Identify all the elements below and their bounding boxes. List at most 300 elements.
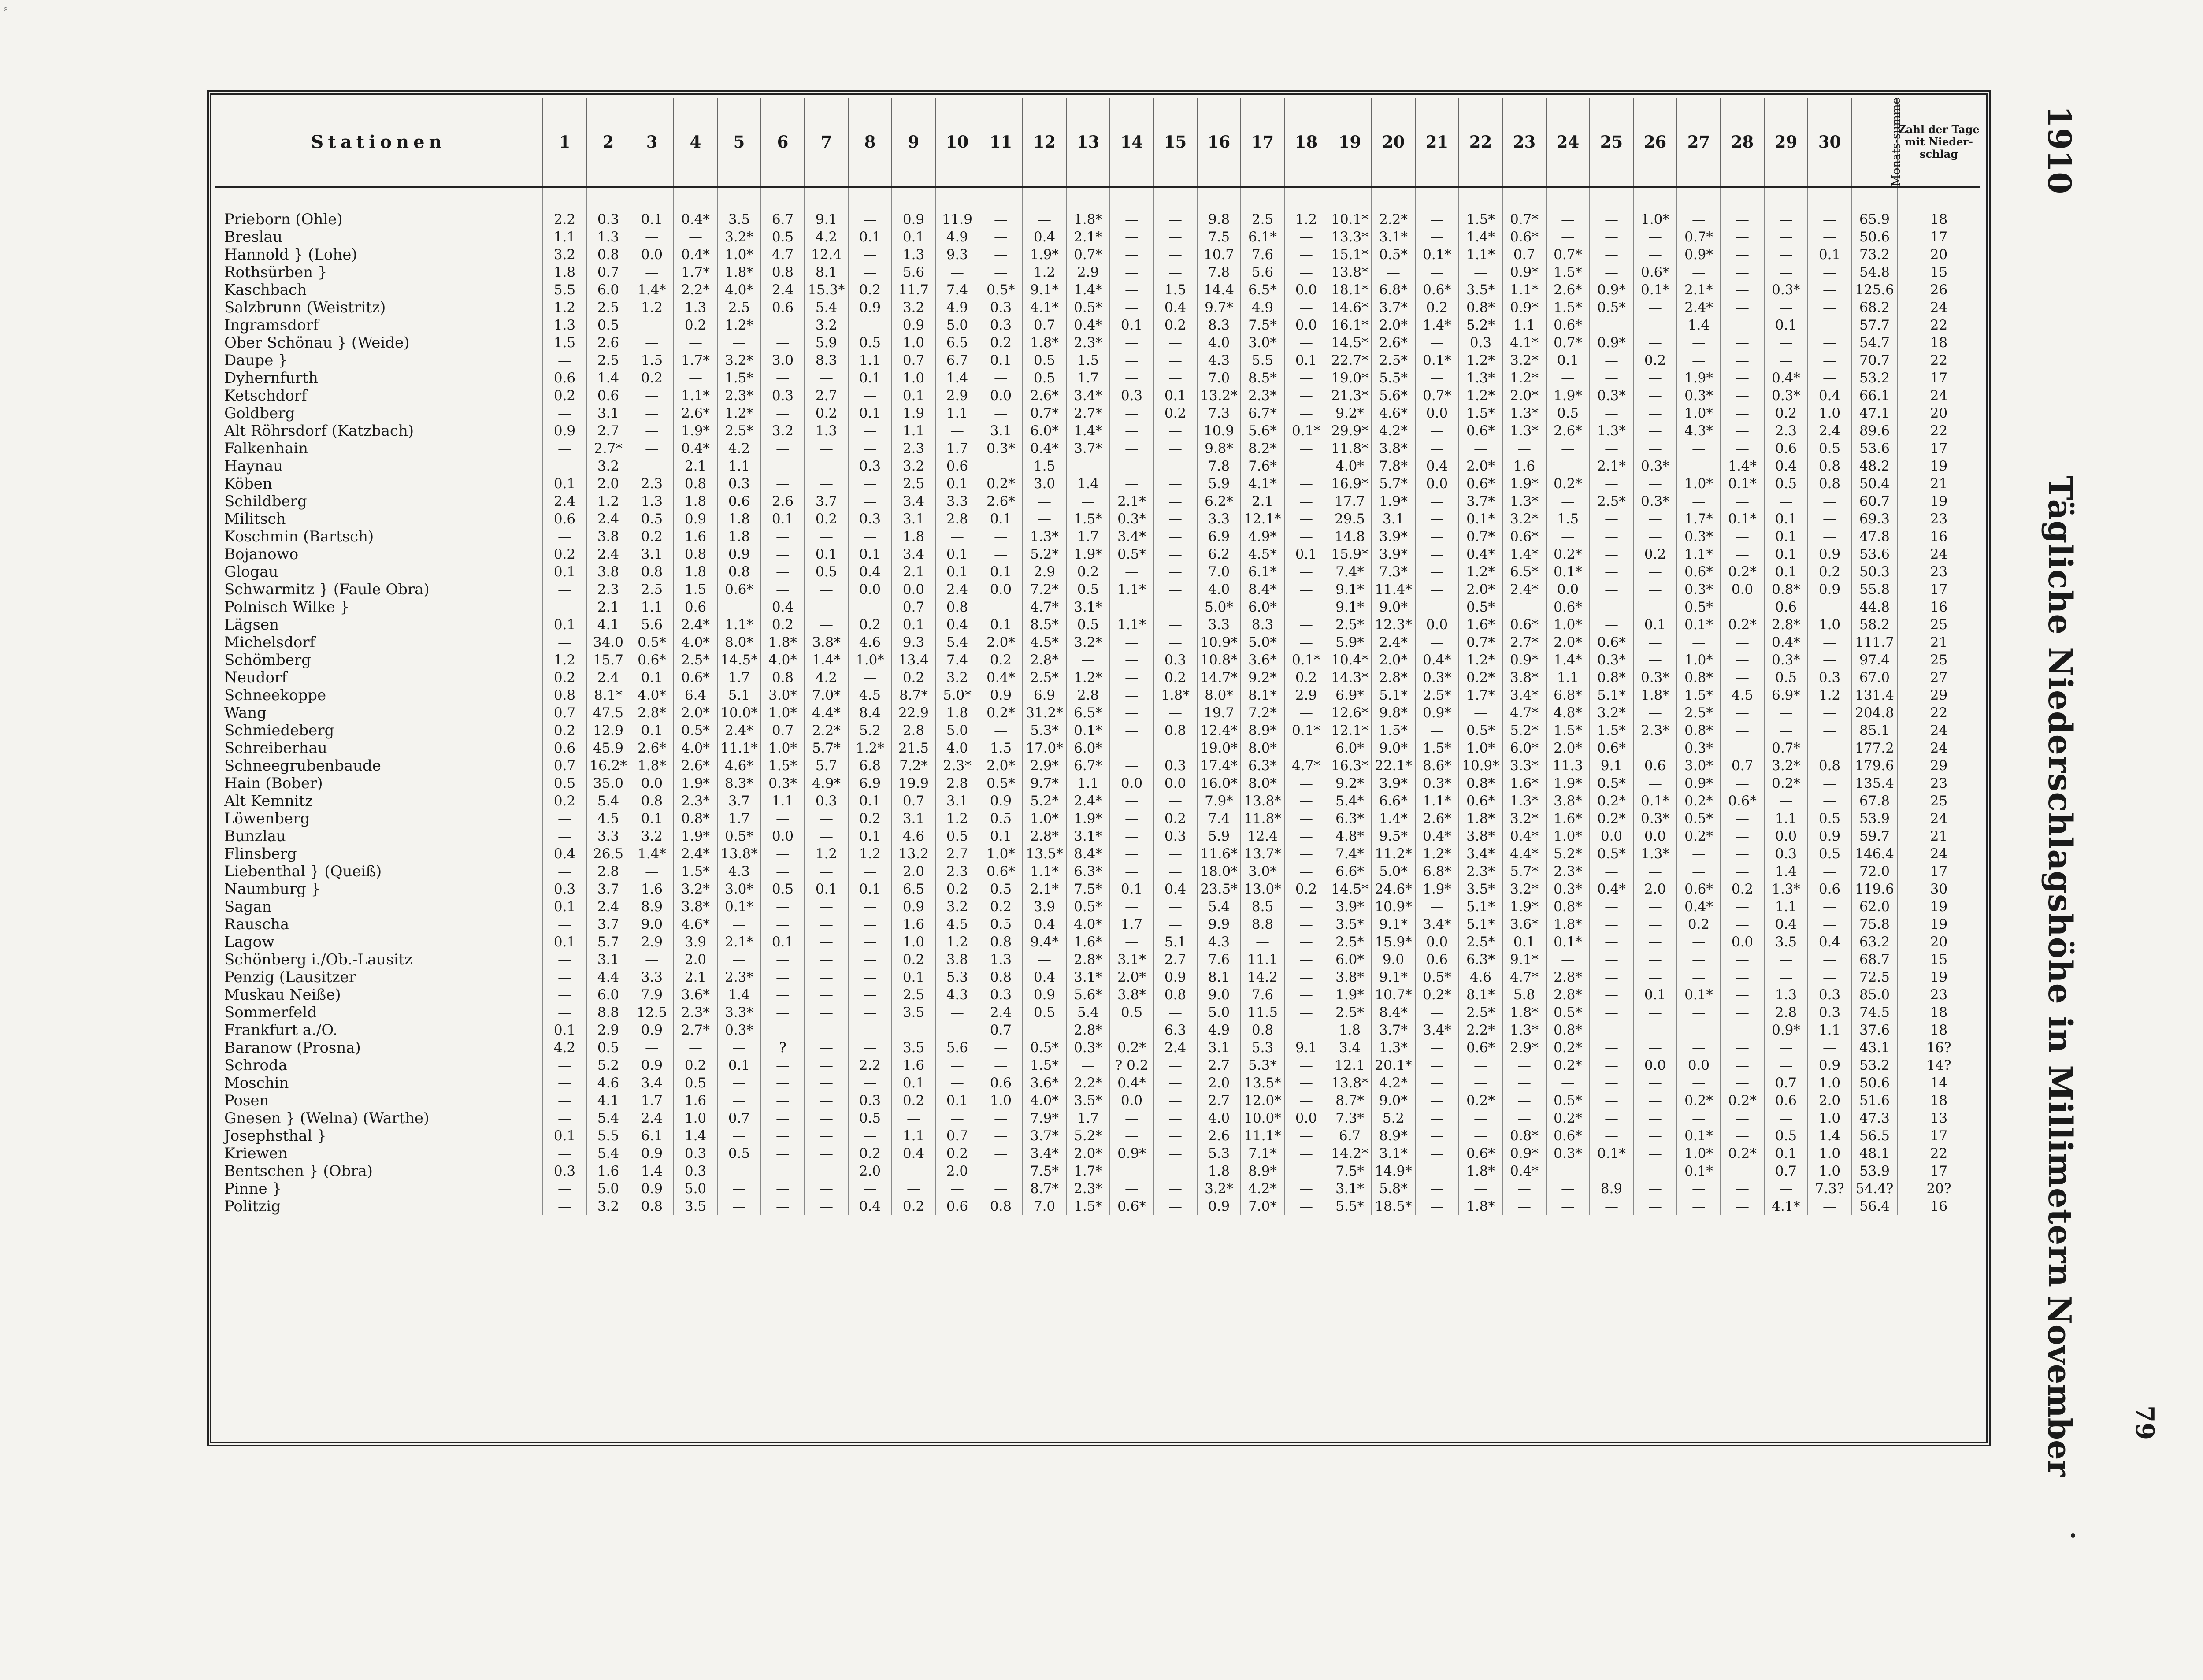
daily-value: 0.8 [586,246,630,263]
daily-value: 5.4 [586,1109,630,1127]
daily-value: 5.2* [1502,722,1546,739]
daily-value: 1.7 [717,669,761,686]
daily-value: 3.7 [586,916,630,933]
daily-value: 2.8* [1764,616,1808,634]
daily-value: 2.7 [935,845,979,863]
daily-value: — [1721,281,1764,299]
daily-value: — [1459,440,1502,457]
daily-value: — [805,827,848,845]
daily-value: 6.6* [1328,863,1372,880]
daily-value: 2.1* [1110,493,1153,510]
daily-value: 0.2 [979,898,1023,916]
daily-value: 2.3 [935,863,979,880]
daily-value: — [1284,1021,1328,1039]
monthly-sum: 48.2 [1851,457,1898,475]
daily-value: — [1721,1057,1764,1074]
daily-value: 1.9* [1546,387,1590,404]
monthly-sum: 68.2 [1851,299,1898,316]
daily-value: 9.4* [1023,933,1066,951]
daily-value: — [761,863,805,880]
daily-value: 0.1 [805,880,848,898]
table-row [215,863,1980,880]
station-name: Flinsberg [224,845,297,863]
daily-value: 0.2 [1066,563,1110,581]
daily-value: 11.9 [935,187,979,228]
daily-value: 2.0 [674,951,717,968]
daily-value: 0.5* [1023,1039,1066,1057]
daily-value: — [1110,263,1153,281]
daily-value: 3.0 [1023,475,1066,493]
daily-value: — [1459,1180,1502,1198]
daily-value: — [1590,1198,1633,1215]
daily-value: 0.1* [1546,563,1590,581]
precipitation-days: 18 [1898,1021,1980,1039]
daily-value: — [1153,634,1197,651]
daily-value: — [630,457,674,475]
daily-value: 0.7* [1677,228,1721,246]
daily-value: 0.5 [848,1109,892,1127]
daily-value: — [979,187,1023,228]
daily-value: — [805,968,848,986]
daily-value: 10.9* [1372,898,1415,916]
daily-value: — [1721,369,1764,387]
daily-value: 3.5 [674,1198,717,1215]
daily-value: 0.2 [1808,563,1851,581]
daily-value: 19.7 [1197,704,1241,722]
daily-value: 3.8* [1502,669,1546,686]
daily-value: 1.4* [805,651,848,669]
daily-value: 5.1* [1459,916,1502,933]
table-row [215,1092,1980,1109]
daily-value: 5.7 [805,757,848,775]
daily-value: 0.2 [1633,352,1677,369]
daily-value: 0.6 [674,598,717,616]
daily-value: — [674,369,717,387]
daily-value: 6.5 [935,334,979,352]
daily-value: — [1633,1021,1677,1039]
daily-value: 3.2* [674,880,717,898]
daily-value: 0.9 [1197,1198,1241,1215]
daily-value: — [1633,422,1677,440]
day-column-header: 27 [1677,98,1721,187]
daily-value: 35.0 [586,775,630,792]
daily-value: 0.6 [935,1198,979,1215]
table-row [215,281,1980,299]
daily-value: 0.1 [1110,316,1153,334]
daily-value: — [1808,352,1851,369]
daily-value: 2.8* [1066,951,1110,968]
daily-value: — [1633,1004,1677,1021]
precipitation-days: 20 [1898,246,1980,263]
daily-value: 12.5 [630,1004,674,1021]
daily-value: — [630,263,674,281]
daily-value: 0.1 [717,1057,761,1074]
daily-value: 0.1 [1764,1145,1808,1162]
daily-value: — [1110,933,1153,951]
daily-value: 0.7 [1023,316,1066,334]
daily-value: 5.9* [1328,634,1372,651]
daily-value: 1.4 [1066,475,1110,493]
daily-value: — [717,951,761,968]
daily-value: 3.9* [1328,898,1372,916]
daily-value: 0.2 [1153,669,1197,686]
daily-value: 6.1* [1241,228,1284,246]
daily-value: 0.5 [717,1145,761,1162]
table-row [215,775,1980,792]
daily-value: 0.4* [1415,827,1459,845]
daily-value: 10.9* [1459,757,1502,775]
station-name: Rothsürben } [224,263,327,281]
daily-value: 7.6* [1241,457,1284,475]
daily-value: 1.0* [848,651,892,669]
daily-value: 9.8 [1197,187,1241,228]
daily-value: — [1284,387,1328,404]
precipitation-days: 23 [1898,775,1980,792]
daily-value: — [1590,898,1633,916]
daily-value: 5.4* [1328,792,1372,810]
daily-value: — [1677,968,1721,986]
daily-value: 0.8* [1546,1021,1590,1039]
daily-value: 0.9 [892,898,935,916]
daily-value: 0.0 [630,246,674,263]
daily-value: 1.3* [1502,422,1546,440]
daily-value: 16.0* [1197,775,1241,792]
daily-value: 2.2* [1372,187,1415,228]
daily-value: 0.1 [892,1074,935,1092]
daily-value: 0.5 [1808,845,1851,863]
daily-value: 9.1 [805,187,848,228]
daily-value: 1.2 [1023,263,1066,281]
daily-value: 1.4* [1502,545,1546,563]
daily-value: — [1502,1057,1546,1074]
daily-value: 12.6* [1328,704,1372,722]
daily-value: — [805,863,848,880]
daily-value: — [848,1127,892,1145]
daily-value: 3.6* [674,986,717,1004]
daily-value: 0.9* [1502,263,1546,281]
daily-value: — [1153,1145,1197,1162]
daily-value: 0.6* [1415,281,1459,299]
daily-value: — [1153,581,1197,598]
daily-value: — [935,1074,979,1092]
daily-value: 0.4 [935,616,979,634]
daily-value: 0.5 [630,510,674,528]
daily-value: 0.9 [1023,986,1066,1004]
daily-value: 2.0 [1633,880,1677,898]
daily-value: 12.3* [1372,616,1415,634]
daily-value: 6.7 [935,352,979,369]
daily-value: 4.1* [1502,334,1546,352]
daily-value: 4.4* [805,704,848,722]
daily-value: 2.4 [543,493,586,510]
daily-value: 1.1 [848,352,892,369]
daily-value: 0.4 [1764,916,1808,933]
daily-value: — [543,986,586,1004]
monthly-sum: 50.3 [1851,563,1898,581]
daily-value: 0.5 [1808,810,1851,827]
daily-value: 2.3* [674,1004,717,1021]
daily-value: 0.3 [586,187,630,228]
daily-value: 1.8 [892,528,935,545]
daily-value: — [1110,634,1153,651]
daily-value: — [1415,1039,1459,1057]
daily-value: 1.0* [717,246,761,263]
daily-value: 0.1* [1633,281,1677,299]
daily-value: — [1066,493,1110,510]
daily-value: — [1590,968,1633,986]
daily-value: 2.0* [1372,651,1415,669]
daily-value: 13.4 [892,651,935,669]
station-name: Gnesen } (Welna) (Warthe) [224,1109,430,1127]
daily-value: 1.2 [543,299,586,316]
daily-value: 13.5* [1241,1074,1284,1092]
daily-value: — [1153,1127,1197,1145]
daily-value: 0.9* [1764,1021,1808,1039]
day-column-header: 1 [543,98,586,187]
daily-value: 1.0* [1459,739,1502,757]
daily-value: — [1808,228,1851,246]
daily-value: — [1546,1074,1590,1092]
daily-value: — [1721,951,1764,968]
daily-value: 2.0* [1546,739,1590,757]
daily-value: 8.9* [1241,1162,1284,1180]
daily-value: 2.6* [1415,810,1459,827]
daily-value: 0.0 [1764,827,1808,845]
daily-value: 0.4 [848,1198,892,1215]
daily-value: — [761,1074,805,1092]
daily-value: 0.2 [935,880,979,898]
daily-value: 0.8* [1502,1127,1546,1145]
daily-value: 0.2 [1153,810,1197,827]
daily-value: 0.1 [1764,316,1808,334]
monthly-sum: 37.6 [1851,1021,1898,1039]
daily-value: — [1764,187,1808,228]
daily-value: 0.7 [892,792,935,810]
daily-value: 0.1 [630,810,674,827]
precipitation-days: 13 [1898,1109,1980,1127]
daily-value: 6.9* [1328,686,1372,704]
daily-value: 13.2 [892,845,935,863]
daily-value: 0.7* [1546,246,1590,263]
day-column-header: 13 [1066,98,1110,187]
daily-value: — [1808,510,1851,528]
daily-value: 0.1 [543,1127,586,1145]
daily-value: 1.1* [1459,246,1502,263]
daily-value: — [848,951,892,968]
daily-value: — [1721,352,1764,369]
daily-value: 2.7 [586,422,630,440]
daily-value: 0.6* [1110,1198,1153,1215]
daily-value: 2.2* [1066,1074,1110,1092]
daily-value: 2.1* [1677,281,1721,299]
daily-value: — [1153,422,1197,440]
daily-value: — [1677,187,1721,228]
daily-value: — [1110,457,1153,475]
day-column-header: 21 [1415,98,1459,187]
table-row [215,440,1980,457]
daily-value: 3.2* [1502,510,1546,528]
daily-value: 0.3* [1590,387,1633,404]
table-row [215,792,1980,810]
table-row [215,704,1980,722]
daily-value: — [1677,334,1721,352]
precipitation-table [215,98,1980,1215]
daily-value: 7.6 [1241,246,1284,263]
daily-value: — [1153,369,1197,387]
table-row [215,545,1980,563]
daily-value: 0.2* [1459,1092,1502,1109]
precipitation-days: 14 [1898,1074,1980,1092]
daily-value: — [848,422,892,440]
daily-value: 0.2 [1721,880,1764,898]
daily-value: 0.5 [979,810,1023,827]
daily-value: 0.9* [1590,334,1633,352]
daily-value: — [1590,475,1633,493]
station-name: Falkenhain [224,440,308,457]
station-name: Bunzlau [224,827,286,845]
day-column-header: 19 [1328,98,1372,187]
daily-value: 0.0 [1110,775,1153,792]
daily-value: 0.2 [1677,916,1721,933]
daily-value: 9.0* [1372,1092,1415,1109]
daily-value: 0.5* [1415,968,1459,986]
daily-value: — [761,457,805,475]
daily-value: 0.4 [892,1145,935,1162]
daily-value: — [1110,475,1153,493]
daily-value: 0.6 [1764,598,1808,616]
daily-value: 0.1 [1284,352,1328,369]
daily-value: 4.0 [1197,334,1241,352]
daily-value: 0.5 [1808,440,1851,457]
daily-value: 1.0* [1677,475,1721,493]
daily-value: 5.6 [935,1039,979,1057]
daily-value: — [979,228,1023,246]
daily-value: 0.8* [1677,722,1721,739]
daily-value: 3.2 [761,422,805,440]
daily-value: 0.5* [979,281,1023,299]
daily-value: 7.9* [1023,1109,1066,1127]
daily-value: 0.4 [1153,880,1197,898]
day-column-header: 2 [586,98,630,187]
daily-value: 0.7 [892,352,935,369]
daily-value: 2.0 [1808,1092,1851,1109]
daily-value: — [1415,422,1459,440]
daily-value: — [1590,545,1633,563]
daily-value: 14.8 [1328,528,1372,545]
daily-value: 2.5 [586,352,630,369]
daily-value: — [1284,334,1328,352]
daily-value: 2.5 [586,299,630,316]
daily-value: — [1677,457,1721,475]
daily-value: — [1633,316,1677,334]
daily-value: — [1808,863,1851,880]
daily-value: 2.3* [935,757,979,775]
daily-value: 0.5 [1023,369,1066,387]
daily-value: 0.1 [1546,352,1590,369]
daily-value: 1.4* [1459,228,1502,246]
daily-value: 4.7* [1284,757,1328,775]
daily-value: — [1590,528,1633,545]
daily-value: 0.8 [1153,722,1197,739]
daily-value: 7.4 [935,281,979,299]
daily-value: 5.4 [1197,898,1241,916]
daily-value: 6.9 [848,775,892,792]
daily-value: 0.1 [848,545,892,563]
daily-value: — [1808,598,1851,616]
daily-value: — [1677,951,1721,968]
daily-value: 2.5* [1328,1004,1372,1021]
daily-value: 4.0 [935,739,979,757]
daily-value: 8.3 [805,352,848,369]
day-column-header: 22 [1459,98,1502,187]
daily-value: 0.9* [1502,1145,1546,1162]
daily-value: 6.8* [1546,686,1590,704]
daily-value: 13.7* [1241,845,1284,863]
daily-value: 0.2 [892,951,935,968]
daily-value: — [1153,457,1197,475]
daily-value: 0.0 [1415,404,1459,422]
daily-value: — [1546,951,1590,968]
daily-value: — [1502,598,1546,616]
daily-value: — [1153,334,1197,352]
daily-value: 4.3 [717,863,761,880]
daily-value: 0.2* [1546,475,1590,493]
daily-value: — [1415,1074,1459,1092]
daily-value: 0.2* [1110,1039,1153,1057]
precipitation-days: 22 [1898,352,1980,369]
daily-value: 2.3* [1459,863,1502,880]
monthly-sum: 89.6 [1851,422,1898,440]
daily-value: 0.2* [1546,545,1590,563]
daily-value: 0.1 [892,616,935,634]
daily-value: — [1023,510,1066,528]
daily-value: 1.0 [892,334,935,352]
daily-value: 0.4* [1110,1074,1153,1092]
daily-value: — [1721,1021,1764,1039]
daily-value: — [1633,1109,1677,1127]
daily-value: 3.6* [1241,651,1284,669]
daily-value: 6.8* [1372,281,1415,299]
daily-value: 17.4* [1197,757,1241,775]
daily-value: — [1284,916,1328,933]
station-name: Rauscha [224,916,289,933]
precipitation-days: 29 [1898,686,1980,704]
monthly-sum: 177.2 [1851,739,1898,757]
daily-value: 0.6* [1502,528,1546,545]
daily-value: — [1590,1039,1633,1057]
daily-value: 1.1* [674,387,717,404]
daily-value: — [1284,246,1328,263]
daily-value: 1.0 [892,933,935,951]
daily-value: — [1546,493,1590,510]
daily-value: 4.1* [1764,1198,1808,1215]
month-label: November [2041,1295,2078,1477]
daily-value: 1.8 [674,493,717,510]
table-row [215,1039,1980,1057]
daily-value: 3.1* [1110,951,1153,968]
daily-value: 7.4* [1328,563,1372,581]
daily-value: — [1284,1092,1328,1109]
daily-value: 5.5 [1241,352,1284,369]
daily-value: 1.0* [1633,187,1677,228]
daily-value: — [1721,1162,1764,1180]
daily-value: 7.8* [1372,457,1415,475]
daily-value: — [1721,634,1764,651]
daily-value: — [1633,528,1677,545]
daily-value: 4.2* [1372,1074,1415,1092]
daily-value: — [1590,916,1633,933]
daily-value: 0.5* [1459,598,1502,616]
